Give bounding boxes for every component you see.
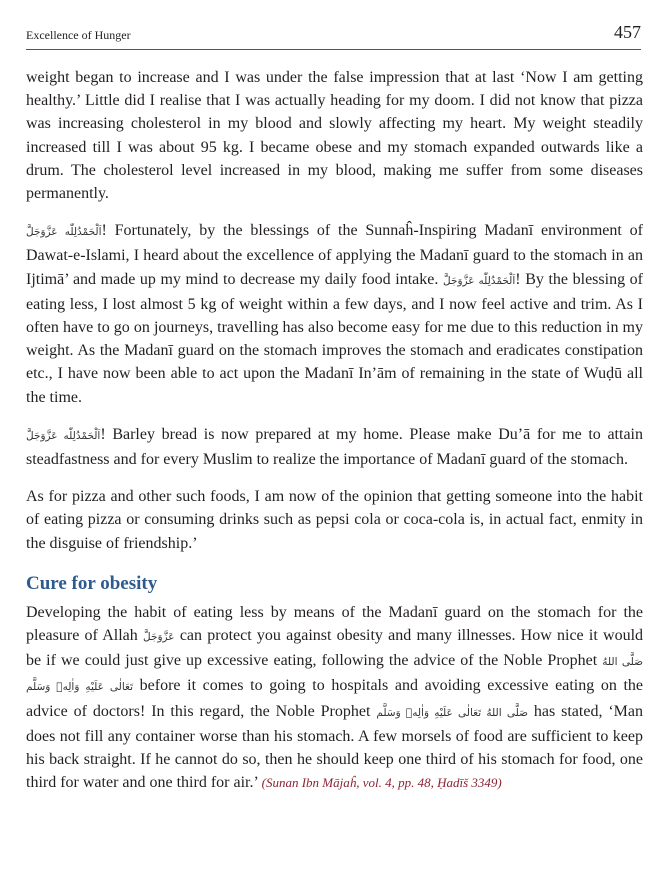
section-heading: Cure for obesity bbox=[26, 572, 158, 594]
page-number: 457 bbox=[614, 22, 641, 42]
arabic-alhamdulillah: اَلْحَمْدُلِلّٰه عَزَّوَجَلَّ bbox=[26, 429, 101, 442]
arabic-azza-wajal: عَزَّوَجَلَّ bbox=[143, 631, 175, 644]
arabic-salawat: صَلَّى اللهُ تَعَالٰى عَلَيْهِ وَاٰلِهٖ وَسَلَّم bbox=[26, 656, 644, 694]
paragraph-1-text: weight began to increase and I was under the false impression that at last ‘Now I am getting healthy.’ Little did I realise that I was actually heading for my doom. I did not know that pizza was increasing cholesterol in my blood and slowly affecting my heart. My weight steadily increased till I was about 95 kg. I became obese and my stomach expanded outwards like a drum. The cholesterol level increased in my blood, making me suffer from some diseases permanently. bbox=[26, 69, 643, 203]
paragraph-4-text: As for pizza and other such foods, I am now of the opinion that getting someone into the habit of eating pizza or consuming drinks such as pepsi cola or coca-cola is, in actual fact, enmity in the disguise of friendship.’ bbox=[26, 488, 643, 552]
section-text-2: can protect you against obesity and many illnesses. How nice it would be if we could just give up excessive eating, following the advice of the Noble Prophet bbox=[26, 627, 644, 670]
arabic-alhamdulillah: اَلْحَمْدُلِلّٰه عَزَّوَجَلَّ bbox=[443, 274, 516, 287]
section-text-3: before it comes to going to hospitals and avoiding excessive eating on the advice of doctors! In this regard, the Noble Prophet bbox=[26, 677, 644, 720]
arabic-alhamdulillah: اَلْحَمْدُلِلّٰه عَزَّوَجَلَّ bbox=[26, 226, 102, 239]
arabic-salawat: صَلَّى اللهُ تَعَالٰى عَلَيْهِ وَاٰلِهٖ وَسَلَّم bbox=[376, 706, 528, 719]
section-text-1: Developing the habit of eating less by means of the Madanī guard on the stomach for the pleasure of Allah bbox=[26, 603, 643, 645]
paragraph-1 bbox=[26, 66, 643, 205]
section-paragraph bbox=[26, 601, 643, 795]
paragraph-3-text: ! Barley bread is now prepared at my home. Please make Du’ā for me to attain steadfastness and for every Muslim to realize the importance of Madanī guard of the stomach. bbox=[26, 425, 643, 469]
header-rule bbox=[26, 49, 641, 50]
hadith-citation: (Sunan Ibn Mājaĥ, vol. 4, pp. 48, Ḥadīš 3349) bbox=[261, 775, 502, 791]
paragraph-4 bbox=[26, 485, 643, 555]
page-header bbox=[26, 22, 641, 46]
paragraph-3 bbox=[26, 423, 643, 471]
page-content bbox=[26, 66, 643, 808]
paragraph-2-text-a: ! Fortunately, by the blessings of the Sunnaĥ-Inspiring Madanī environment of Dawat-e-Islami, I heard about the excellence of applying the Madanī guard to the stomach in an Ijtimā’ and made up my mind to decrease my daily food intake. bbox=[26, 222, 643, 288]
section-text-4: has stated, ‘Man does not fill any container worse than his stomach. A few morsels of food are sufficient to keep his back straight. If he cannot do so, then he should keep one third of his stomach for food, one third for water and one third for air.’ bbox=[26, 702, 644, 792]
paragraph-2-text-b: ! By the blessing of eating less, I lost almost 5 kg of weight within a few days, and I now feel active and trim. As I often have to go on journeys, travelling has also become easy for me due to this reduction in my weight. As the Madanī guard on the stomach improves the stomach and eradicates constipation etc., I have now been able to act upon the Madanī In’ām of remaining in the state of Wuḍū all the time. bbox=[26, 270, 644, 406]
running-title: Excellence of Hunger bbox=[26, 28, 131, 42]
paragraph-2 bbox=[26, 219, 643, 409]
